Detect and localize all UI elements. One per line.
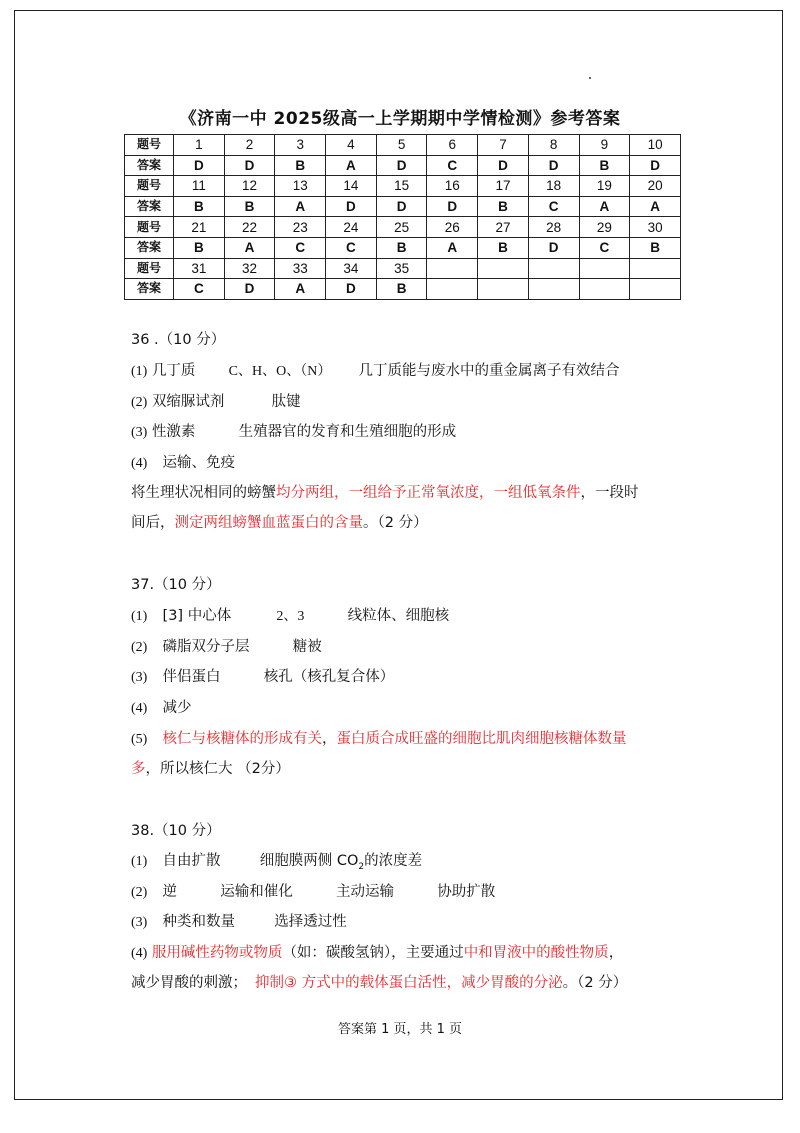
key-point: 抑制③ 方式中的载体蛋白活性，减少胃酸的分泌	[255, 975, 563, 991]
answer-text: 将生理状况相同的螃蟹	[131, 485, 276, 501]
question-number-cell: 33	[275, 258, 326, 279]
answer-cell: A	[275, 279, 326, 300]
answer-text: 选择透过性	[274, 914, 347, 930]
q37-part3	[131, 667, 394, 688]
speck	[589, 77, 591, 79]
q37-part2	[131, 637, 322, 658]
answer-cell: D	[326, 196, 377, 217]
question-number-cell: 1	[174, 135, 225, 156]
answer-text: 伴侣蛋白	[162, 669, 221, 685]
answer-cell: D	[528, 237, 579, 258]
question-number-cell: 16	[427, 176, 478, 197]
answer-cell: D	[376, 155, 427, 176]
part-number: (1)	[131, 609, 148, 624]
question-number-cell: 27	[478, 217, 529, 238]
answer-cell: A	[579, 196, 630, 217]
q36-part3	[131, 422, 456, 443]
answer-cell: B	[376, 237, 427, 258]
answer-text: 磷脂双分子层	[162, 639, 250, 655]
part-number: (2)	[131, 395, 148, 410]
q37-heading: 37.（10 分）	[131, 577, 221, 593]
answer-text	[259, 853, 423, 872]
question-number-cell: 10	[630, 135, 681, 156]
question-number-cell: 18	[528, 176, 579, 197]
answer-cell: D	[630, 155, 681, 176]
answer-row	[125, 196, 681, 217]
question-number-cell: 34	[326, 258, 377, 279]
question-row-label: 题号	[125, 135, 174, 156]
q36-part5-line2	[131, 513, 428, 533]
answer-row-label: 答案	[125, 196, 174, 217]
part-number: (1)	[131, 364, 148, 379]
answer-cell	[630, 279, 681, 300]
answer-cell: C	[275, 237, 326, 258]
question-number-cell: 30	[630, 217, 681, 238]
answer-cell: B	[630, 237, 681, 258]
answer-cell: D	[174, 155, 225, 176]
answer-text: 减少	[162, 700, 192, 716]
answer-cell: B	[376, 279, 427, 300]
answer-text: 细胞膜两侧 CO	[259, 853, 359, 869]
question-number-cell: 8	[528, 135, 579, 156]
answer-cell	[478, 279, 529, 300]
answer-text: ，	[322, 731, 337, 747]
answer-text: 逆	[162, 884, 178, 900]
question-number-cell: 12	[224, 176, 275, 197]
answer-cell: C	[528, 196, 579, 217]
answer-text: 主动运输	[335, 884, 394, 900]
answer-text: （如：碳酸氢钠），主要通过	[282, 945, 464, 961]
answer-key-table	[124, 134, 681, 300]
answer-cell: C	[174, 279, 225, 300]
answer-row-label: 答案	[125, 237, 174, 258]
question-number-cell	[630, 258, 681, 279]
question-number-cell: 14	[326, 176, 377, 197]
answer-text: ，所以核仁大 （2分）	[145, 761, 290, 777]
answer-text: ，	[608, 945, 624, 961]
answer-cell	[528, 279, 579, 300]
answer-cell: D	[478, 155, 529, 176]
question-row	[125, 217, 681, 238]
answer-cell: C	[326, 237, 377, 258]
question-row	[125, 135, 681, 156]
q38-part1	[131, 851, 422, 877]
question-number-cell: 23	[275, 217, 326, 238]
key-point: 蛋白质合成旺盛的细胞比肌肉细胞核糖体数量	[336, 731, 627, 747]
answer-text: 肽键	[271, 394, 301, 410]
answer-cell: B	[478, 237, 529, 258]
answer-cell: D	[376, 196, 427, 217]
answer-cell: D	[224, 279, 275, 300]
key-point: 多	[131, 761, 146, 777]
answer-cell: D	[427, 196, 478, 217]
answer-text: 性激素	[151, 424, 196, 440]
question-number-cell: 24	[326, 217, 377, 238]
answer-row-label: 答案	[125, 279, 174, 300]
question-number-cell: 5	[376, 135, 427, 156]
q37-part1	[131, 606, 449, 627]
answer-text: 。（2 分）	[363, 515, 428, 531]
question-number-cell: 35	[376, 258, 427, 279]
q38-part2	[131, 882, 495, 903]
answer-text: 几丁质	[151, 363, 196, 379]
answer-text: 糖被	[292, 639, 322, 655]
part-number: (3)	[131, 670, 148, 685]
answer-cell: A	[427, 237, 478, 258]
q36-part2	[131, 392, 301, 413]
question-number-cell: 15	[376, 176, 427, 197]
q36-part4	[131, 453, 235, 474]
question-number-cell: 31	[174, 258, 225, 279]
answer-text: 种类和数量	[162, 914, 236, 930]
part-number: (5)	[131, 732, 148, 747]
question-number-cell: 28	[528, 217, 579, 238]
answer-text: 间后，	[131, 515, 175, 531]
key-point: 测定两组螃蟹血蓝蛋白的含量	[174, 515, 363, 531]
part-number: (2)	[131, 885, 148, 900]
question-number-cell: 26	[427, 217, 478, 238]
part-number: (4)	[131, 946, 148, 961]
question-row-label: 题号	[125, 176, 174, 197]
part-number: (4)	[131, 456, 148, 471]
answer-cell: C	[427, 155, 478, 176]
question-number-cell: 2	[224, 135, 275, 156]
answer-text: [3] 中心体	[162, 608, 232, 624]
answer-row	[125, 279, 681, 300]
question-number-cell: 11	[174, 176, 225, 197]
answer-cell: A	[224, 237, 275, 258]
answer-cell: B	[478, 196, 529, 217]
question-number-cell: 29	[579, 217, 630, 238]
answer-text: 。（2 分）	[562, 975, 628, 991]
answer-cell: A	[326, 155, 377, 176]
key-point: 中和胃液中的酸性物质	[463, 945, 609, 961]
answer-text: 2、3	[276, 609, 305, 624]
answer-text: 的浓度差	[364, 853, 423, 869]
answer-cell	[579, 279, 630, 300]
q38-heading: 38.（10 分）	[131, 823, 221, 839]
question-number-cell	[579, 258, 630, 279]
part-number: (4)	[131, 701, 148, 716]
answer-text: 线粒体、细胞核	[347, 608, 450, 624]
question-number-cell: 21	[174, 217, 225, 238]
part-number: (3)	[131, 425, 148, 440]
answer-cell: B	[275, 155, 326, 176]
answer-text: 双缩脲试剂	[151, 394, 225, 410]
answer-text: C、H、O、（N）	[228, 364, 332, 379]
subscript: 2	[358, 861, 365, 872]
q38-part4-line2	[131, 973, 627, 993]
question-number-cell: 19	[579, 176, 630, 197]
answer-row	[125, 155, 681, 176]
question-number-cell: 22	[224, 217, 275, 238]
q37-part5-line1	[131, 729, 627, 750]
answer-row-label: 答案	[125, 155, 174, 176]
answer-text: 运输和催化	[220, 884, 293, 900]
page-title: 《济南一中 2025级高一上学期期中学情检测》参考答案	[179, 109, 621, 129]
answer-text: 运输、免疫	[162, 455, 236, 471]
key-point: 核仁与核糖体的形成有关	[162, 731, 323, 747]
answer-text: 几丁质能与废水中的重金属离子有效结合	[358, 363, 620, 379]
q38-part3	[131, 912, 347, 933]
q37-part5-line2	[131, 759, 290, 779]
question-number-cell	[528, 258, 579, 279]
answer-cell: C	[579, 237, 630, 258]
answer-text: 协助扩散	[437, 884, 496, 900]
question-row	[125, 258, 681, 279]
q38-part4-line1	[131, 943, 623, 964]
question-number-cell: 32	[224, 258, 275, 279]
q36-part5-line1	[131, 483, 639, 503]
question-number-cell: 3	[275, 135, 326, 156]
answer-text: ，一段时	[580, 485, 639, 501]
question-number-cell: 20	[630, 176, 681, 197]
q37-part4	[131, 698, 192, 719]
key-point: 服用碱性药物或物质	[151, 945, 283, 961]
answer-cell: B	[224, 196, 275, 217]
answer-cell: A	[630, 196, 681, 217]
part-number: (1)	[131, 854, 148, 869]
answer-cell: A	[275, 196, 326, 217]
part-number: (2)	[131, 640, 148, 655]
answer-cell: D	[528, 155, 579, 176]
question-row	[125, 176, 681, 197]
answer-cell: B	[174, 237, 225, 258]
answer-cell	[427, 279, 478, 300]
question-number-cell: 9	[579, 135, 630, 156]
answer-cell: B	[174, 196, 225, 217]
page-footer: 答案第 1 页，共 1 页	[337, 1022, 463, 1037]
q36-heading: 36 .（10 分）	[131, 332, 226, 348]
question-number-cell: 13	[275, 176, 326, 197]
answer-text: 自由扩散	[162, 853, 221, 869]
q36-part1	[131, 361, 620, 382]
question-number-cell	[427, 258, 478, 279]
part-number: (3)	[131, 915, 148, 930]
answer-cell: D	[326, 279, 377, 300]
question-row-label: 题号	[125, 217, 174, 238]
answer-text: 核孔（核孔复合体）	[263, 669, 395, 685]
question-number-cell: 25	[376, 217, 427, 238]
question-number-cell	[478, 258, 529, 279]
answer-text: 生殖器官的发育和生殖细胞的形成	[238, 424, 457, 440]
answer-cell: B	[579, 155, 630, 176]
key-point: 均分两组，一组给予正常氧浓度，一组低氧条件	[276, 485, 581, 501]
question-number-cell: 6	[427, 135, 478, 156]
answer-row	[125, 237, 681, 258]
answer-text: 减少胃酸的刺激；	[131, 975, 247, 991]
question-number-cell: 7	[478, 135, 529, 156]
question-number-cell: 17	[478, 176, 529, 197]
answer-cell: D	[224, 155, 275, 176]
question-number-cell: 4	[326, 135, 377, 156]
question-row-label: 题号	[125, 258, 174, 279]
